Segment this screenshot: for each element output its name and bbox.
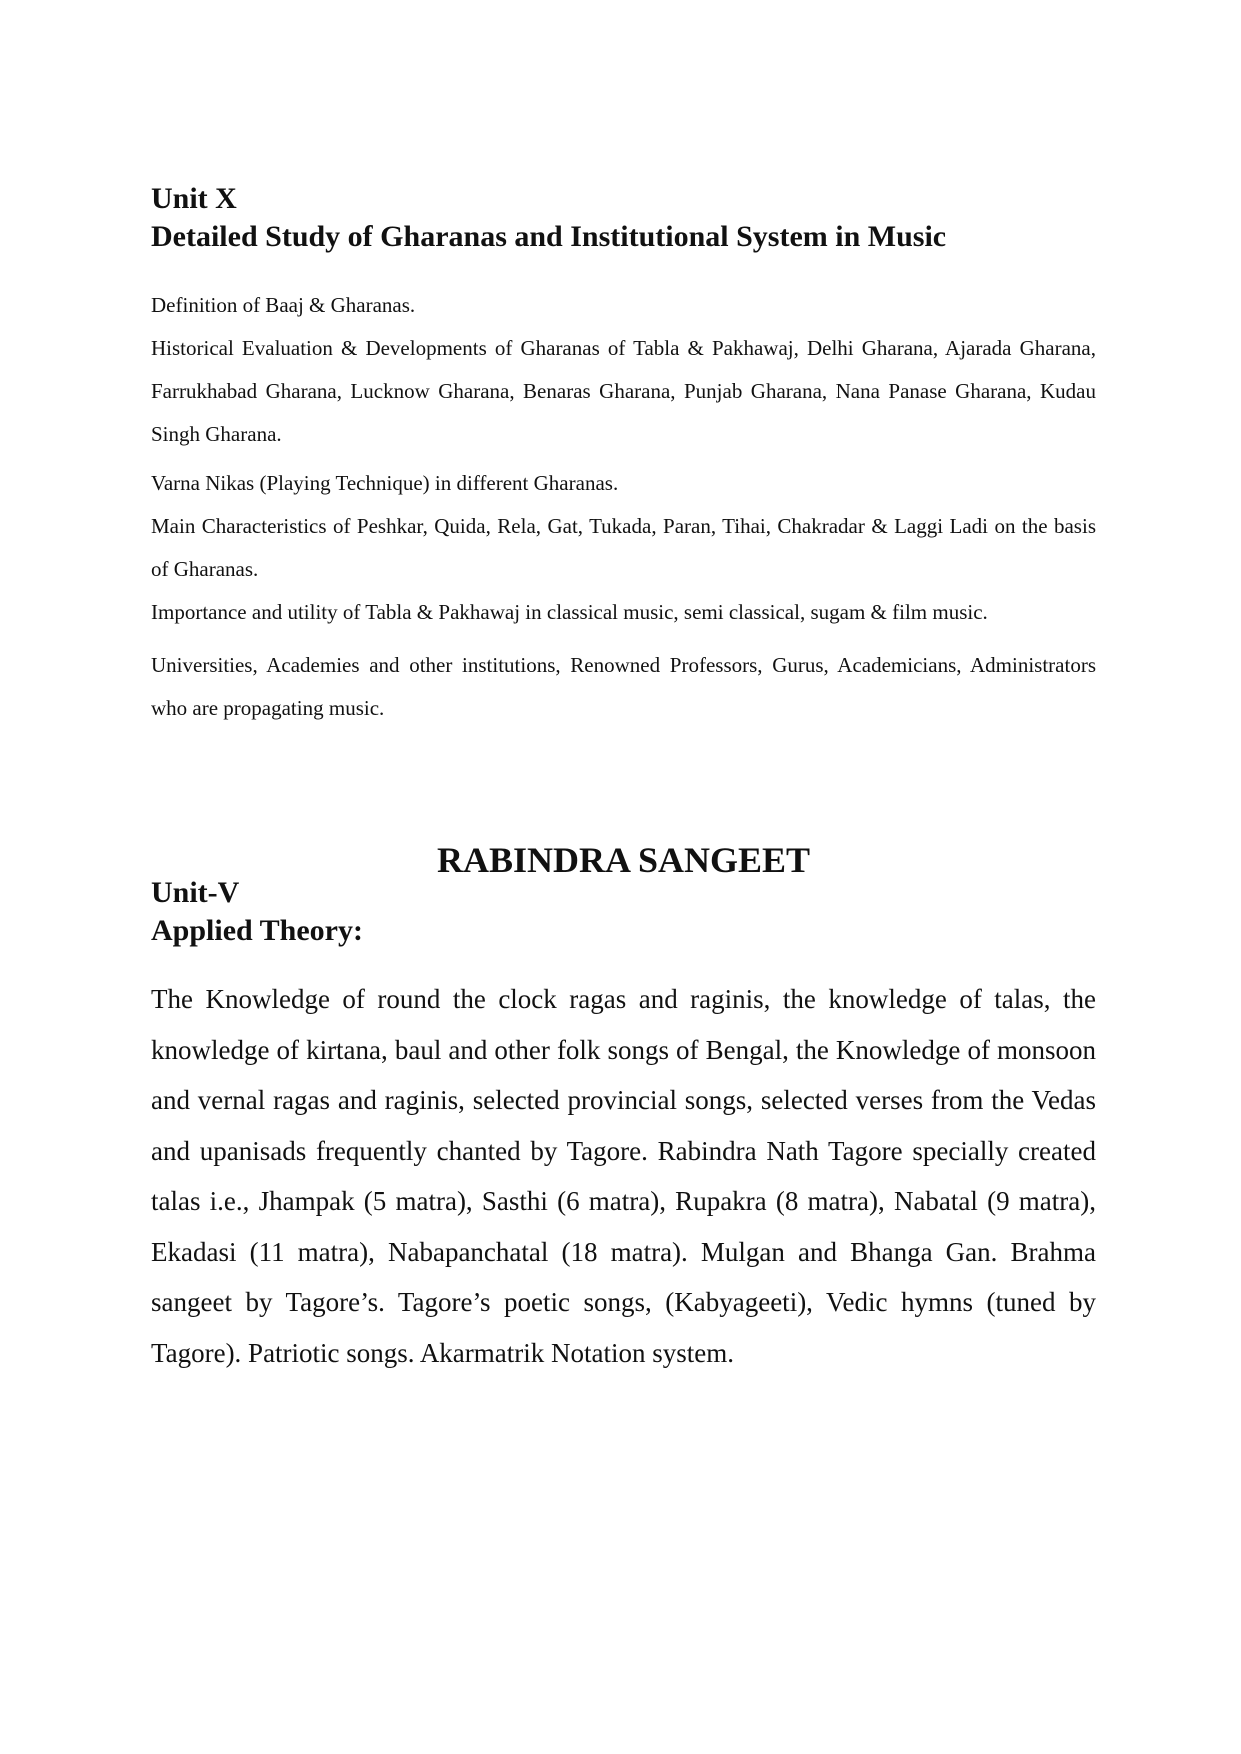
section-title: RABINDRA SANGEET	[436, 840, 811, 880]
unit-x-paragraph: Definition of Baaj & Gharanas.	[151, 293, 416, 317]
unit-x-paragraph: Historical Evaluation & Developments of Gharanas of Tabla & Pakhawaj, Delhi Gharana, Ajarada Gharana, Farrukhabad Gharana, Lucknow Gharana, Benaras Gharana, Punjab Gharana, Nana Panase Gharana, Kudau Singh Gharana.	[151, 336, 1096, 446]
unit-x-label: Unit X	[151, 182, 237, 215]
unit-x-paragraph: Importance and utility of Tabla & Pakhawaj in classical music, semi classical, sugam & film music.	[151, 600, 988, 624]
unit-x-title: Detailed Study of Gharanas and Institutional System in Music	[151, 220, 947, 253]
unit-x-paragraph: Main Characteristics of Peshkar, Quida, Rela, Gat, Tukada, Paran, Tihai, Chakradar & Laggi Ladi on the basis of Gharanas.	[151, 514, 1096, 581]
applied-theory-body: The Knowledge of round the clock ragas and raginis, the knowledge of talas, the knowledge of kirtana, baul and other folk songs of Bengal, the Knowledge of monsoon and vernal ragas and raginis, selected provincial songs, selected verses from the Vedas and upanisads frequently chanted by Tagore. Rabindra Nath Tagore specially created talas i.e., Jhampak (5 matra), Sasthi (6 matra), Rupakra (8 matra), Nabatal (9 matra), Ekadasi (11 matra), Nabapanchatal (18 matra). Mulgan and Bhanga Gan. Brahma sangeet by Tagore’s. Tagore’s poetic songs, (Kabyageeti), Vedic hymns (tuned by Tagore). Patriotic songs. Akarmatrik Notation system.	[151, 984, 1096, 1368]
applied-theory-heading: Applied Theory:	[151, 914, 363, 947]
unit-x-section	[151, 180, 1096, 730]
unit-x-paragraph: Varna Nikas (Playing Technique) in different Gharanas.	[151, 471, 619, 495]
unit-v-label: Unit-V	[151, 876, 240, 909]
unit-x-paragraph: Universities, Academies and other institutions, Renowned Professors, Gurus, Academicians, Administrators who are propagating music.	[151, 653, 1096, 720]
rabindra-sangeet-section	[151, 838, 1096, 1378]
